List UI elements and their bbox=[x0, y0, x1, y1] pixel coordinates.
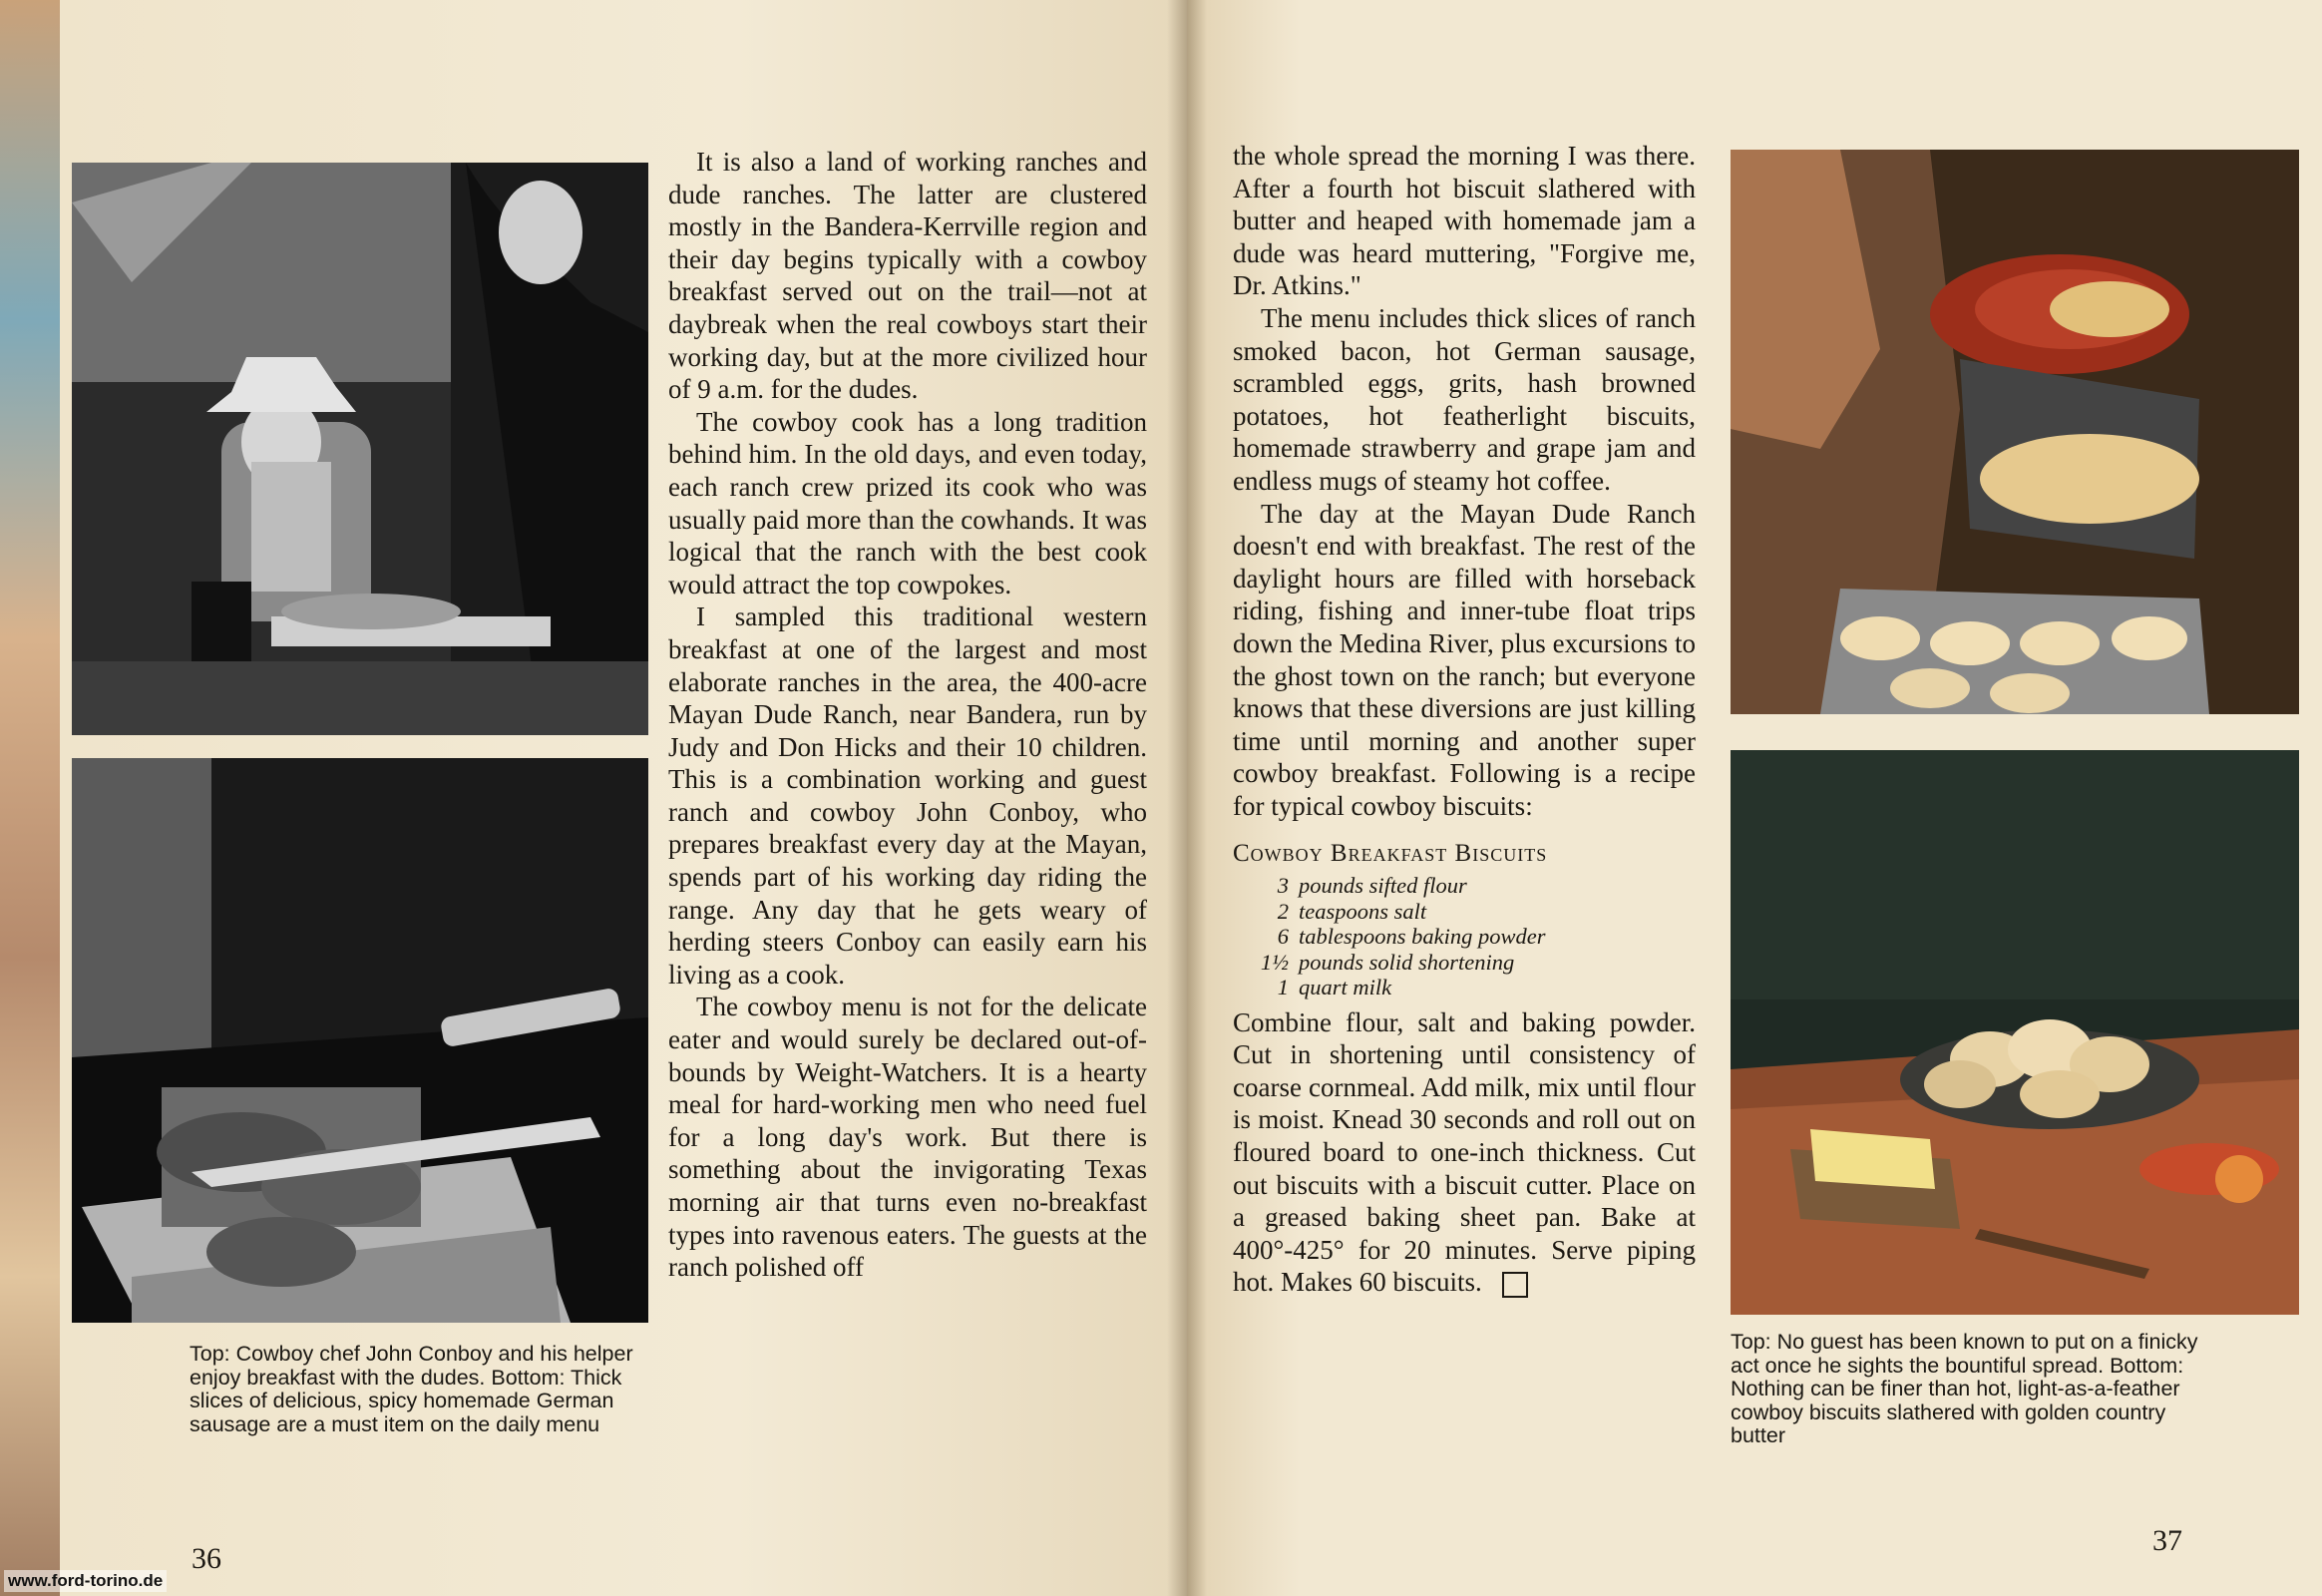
photo-cowboy-chef-breakfast bbox=[72, 163, 648, 735]
article-paragraph: The cowboy menu is not for the delicate eater and would surely be declared out-of-bounds by Weight-Watchers. It is a hearty meal for hard-working men who need fuel for a long day's work. But there is something about the invigorating Texas morning air that turns even no-breakfast types into ravenous eaters. The guests at the ranch polished off bbox=[668, 992, 1147, 1283]
recipe-instructions bbox=[1233, 1006, 1696, 1299]
ingredient-item bbox=[1233, 950, 1696, 976]
ingredient-name: teaspoons salt bbox=[1299, 898, 1427, 924]
article-paragraph: the whole spread the morning I was there. After a fourth hot biscuit slathered with butter and heaped with homemade jam a dude was heard muttering, "Forgive me, Dr. Atkins." bbox=[1233, 141, 1696, 301]
article-paragraph: The cowboy cook has a long tradition behind him. In the old days, and even today, each ranch crew prized its cook who was usually paid more than the cowhands. It was logical that the ranch with the best cook would attract the top cowpokes. bbox=[668, 406, 1147, 599]
recipe-title: Cowboy Breakfast Biscuits bbox=[1233, 840, 1548, 868]
watermark: www.ford-torino.de bbox=[4, 1570, 167, 1592]
ingredient-name: pounds sifted flour bbox=[1299, 873, 1467, 899]
left-article-column bbox=[668, 146, 1147, 1284]
photo-bountiful-spread bbox=[1731, 150, 2299, 714]
article-paragraph: The day at the Mayan Dude Ranch doesn't end with breakfast. The rest of the daylight hours are filled with horseback riding, fishing and inner-tube float trips down the Medina River, plus excursions to the ghost town on the ranch; but everyone knows that these diversions are just killing time until morning and another super cowboy breakfast. Following is a recipe for typical cowboy biscuits: bbox=[1233, 498, 1696, 821]
ingredient-qty: 1½ bbox=[1260, 949, 1289, 975]
ingredient-name: quart milk bbox=[1299, 975, 1392, 1000]
article-paragraph: I sampled this traditional western breakfast at one of the largest and most elaborate ranches in the area, the 400-acre Mayan Dude Ranch, near Bandera, run by Judy and Don Hicks and their 10 children. This is a combination working and guest ranch and cowboy John Conboy, who prepares breakfast every day at the Mayan, spends part of his working day riding the range. Any day that he gets weary of herding steers Conboy can easily earn his living as a cook. bbox=[668, 601, 1147, 990]
page-number-left: 36 bbox=[192, 1542, 221, 1575]
ingredient-qty: 2 bbox=[1277, 898, 1289, 924]
ingredient-list bbox=[1233, 873, 1696, 1000]
right-photo-caption: Top: No guest has been known to put on a finicky act once he sights the bountiful spread. Bottom: Nothing can be finer than hot, light-as-a-feather cowboy biscuits slathered with golden country butter bbox=[1731, 1330, 2198, 1447]
recipe-instructions-text: Combine flour, salt and baking powder. Cut in shortening until consistency of coarse cornmeal. Add milk, mix until flour is moist. Knead 30 seconds and roll out on floured board to one-inch thickness. Cut out biscuits with a biscuit cutter. Place on a greased baking sheet pan. Bake at 400°-425° for 20 minutes. Serve piping hot. Makes 60 biscuits. bbox=[1233, 1006, 1696, 1298]
binding-gutter bbox=[1167, 0, 1207, 1596]
ingredient-qty: 3 bbox=[1277, 873, 1289, 899]
end-mark-icon bbox=[1502, 1272, 1528, 1298]
ingredient-item bbox=[1233, 899, 1696, 925]
ingredient-name: tablespoons baking powder bbox=[1299, 924, 1546, 950]
ingredient-name: pounds solid shortening bbox=[1299, 949, 1515, 975]
left-photo-caption: Top: Cowboy chef John Conboy and his helper enjoy breakfast with the dudes. Bottom: Thick slices of delicious, spicy homemade German sausage are a must item on the daily menu bbox=[190, 1342, 633, 1436]
right-article-column bbox=[1233, 140, 1696, 1299]
photo-german-sausage bbox=[72, 758, 648, 1323]
page-number-right: 37 bbox=[2152, 1524, 2182, 1557]
photo-biscuits-and-butter bbox=[1731, 750, 2299, 1315]
article-paragraph: It is also a land of working ranches and dude ranches. The latter are clustered mostly in the Bandera-Kerrville region and their day begins typically with a cowboy breakfast served out on the trail—not at daybreak when the real cowboys start their working day, but at the more civilized hour of 9 a.m. for the dudes. bbox=[668, 147, 1147, 405]
ingredient-qty: 1 bbox=[1277, 975, 1289, 1000]
ingredient-item bbox=[1233, 873, 1696, 899]
article-paragraph: The menu includes thick slices of ranch smoked bacon, hot German sausage, scrambled eggs, grits, hash browned potatoes, hot featherlight biscuits, homemade strawberry and grape jam and endless mugs of steamy hot coffee. bbox=[1233, 302, 1696, 496]
ingredient-qty: 6 bbox=[1277, 924, 1289, 950]
ingredient-item bbox=[1233, 975, 1696, 1000]
adjacent-page-edge bbox=[0, 0, 60, 1596]
ingredient-item bbox=[1233, 924, 1696, 950]
